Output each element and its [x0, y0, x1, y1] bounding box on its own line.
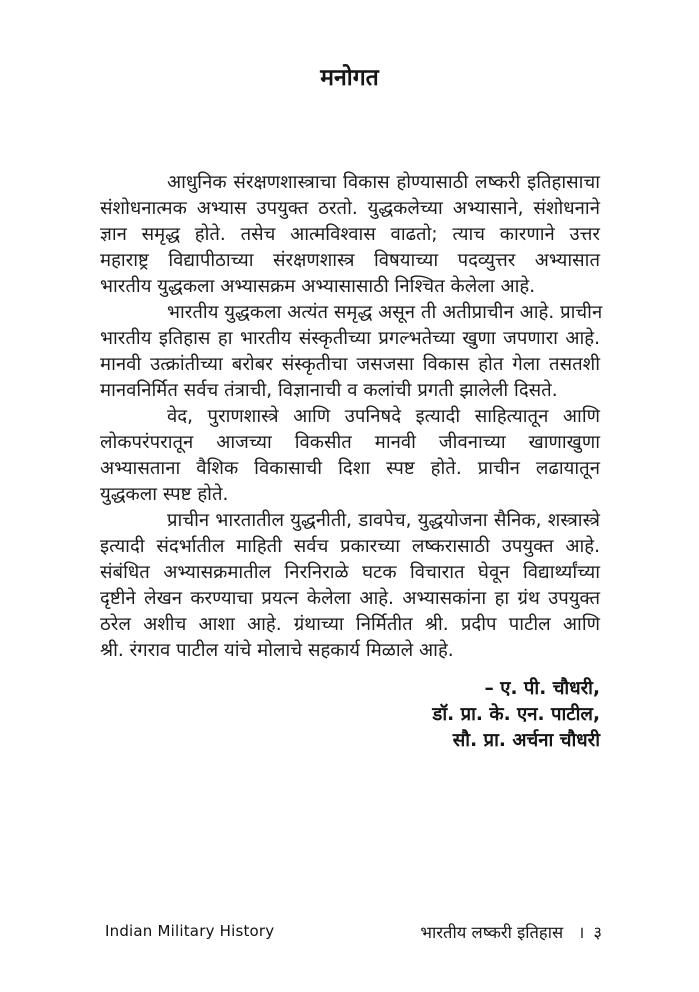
paragraph-line: प्राचीन भारतातील युद्धनीती, डावपेच, युद्धयोजना सैनिक, शस्त्रास्त्रे: [167, 510, 600, 531]
paragraph-line: दृष्टीने लेखन करण्याचा प्रयत्न केलेला आहे. अभ्यासकांना हा ग्रंथ उपयुक्त: [100, 588, 600, 609]
footer-book-title: भारतीय लष्करी इतिहास: [420, 923, 564, 942]
paragraph-line: वेद, पुराणशास्त्रे आणि उपनिषदे इत्यादी साहित्यातून आणि: [167, 406, 600, 427]
page-footer: [0, 920, 699, 946]
footer-series-title: Indian Military History: [105, 922, 275, 940]
paragraph-line: मानवनिर्मित सर्वच तंत्राची, विज्ञानाची व कलांची प्रगती झालेली दिसते.: [100, 380, 558, 401]
paragraph-line: भारतीय युद्धकला अभ्यासक्रम अभ्यासासाठी निश्चित केलेला आहे.: [100, 276, 536, 297]
signature-line: सौ. प्रा. अर्चना चौधरी: [452, 730, 600, 751]
paragraph: [100, 170, 600, 300]
page-title: मनोगत: [320, 65, 379, 91]
paragraph-line: संशोधनात्मक अभ्यास उपयुक्त ठरतो. युद्धकलेच्या अभ्यासाने, संशोधनाने: [100, 198, 600, 219]
paragraph-line: महाराष्ट्र विद्यापीठाच्या संरक्षणशास्त्र विषयाच्या पदव्युत्तर अभ्यासात: [100, 250, 600, 271]
paragraph-line: आधुनिक संरक्षणशास्त्राचा विकास होण्यासाठी लष्करी इतिहासाचा: [167, 172, 600, 193]
paragraph-line: भारतीय इतिहास हा भारतीय संस्कृतीच्या प्रगल्भतेच्या खुणा जपणारा आहे.: [100, 328, 600, 349]
body-text: [100, 170, 603, 664]
paragraph-line: युद्धकला स्पष्ट होते.: [100, 484, 229, 505]
paragraph-line: इत्यादी संदर्भातील माहिती सर्वच प्रकारच्या लष्करासाठी उपयुक्त आहे.: [100, 536, 600, 557]
paragraph-line: अभ्यासताना वैशिक विकासाची दिशा स्पष्ट होते. प्राचीन लढायातून: [100, 458, 600, 479]
signature-line: – ए. पी. चौधरी,: [484, 678, 600, 699]
paragraph: [100, 508, 600, 664]
paragraph-line: लोकपरंपरातून आजच्या विकसीत मानवी जीवनाच्या खाणाखुणा: [100, 432, 600, 453]
signature-block: [432, 676, 600, 754]
paragraph-line: श्री. रंगराव पाटील यांचे मोलाचे सहकार्य मिळाले आहे.: [100, 640, 454, 661]
paragraph-line: मानवी उत्क्रांतीच्या बरोबर संस्कृतीचा जसजसा विकास होत गेला तसतशी: [100, 354, 600, 375]
paragraph-line: ज्ञान समृद्ध होते. तसेच आत्मविश्वास वाढतो; त्याच कारणाने उत्तर: [100, 224, 600, 245]
paragraph-line: संबंधित अभ्यासक्रमातील निरनिराळे घटक विचारात घेवून विद्यार्थ्यांच्या: [100, 562, 600, 583]
footer-divider: ।: [578, 923, 585, 942]
paragraph: [100, 300, 603, 404]
paragraph-line: ठरेल अशीच आशा आहे. ग्रंथाच्या निर्मितीत श्री. प्रदीप पाटील आणि: [100, 614, 600, 635]
paragraph-line: भारतीय युद्धकला अत्यंत समृद्ध असून ती अतीप्राचीन आहे. प्राचीन: [167, 302, 603, 323]
footer-book-info: [420, 920, 602, 943]
paragraph: [100, 404, 600, 508]
footer-page-number: ३: [593, 923, 602, 942]
signature-line: डॉ. प्रा. के. एन. पाटील,: [432, 704, 600, 725]
